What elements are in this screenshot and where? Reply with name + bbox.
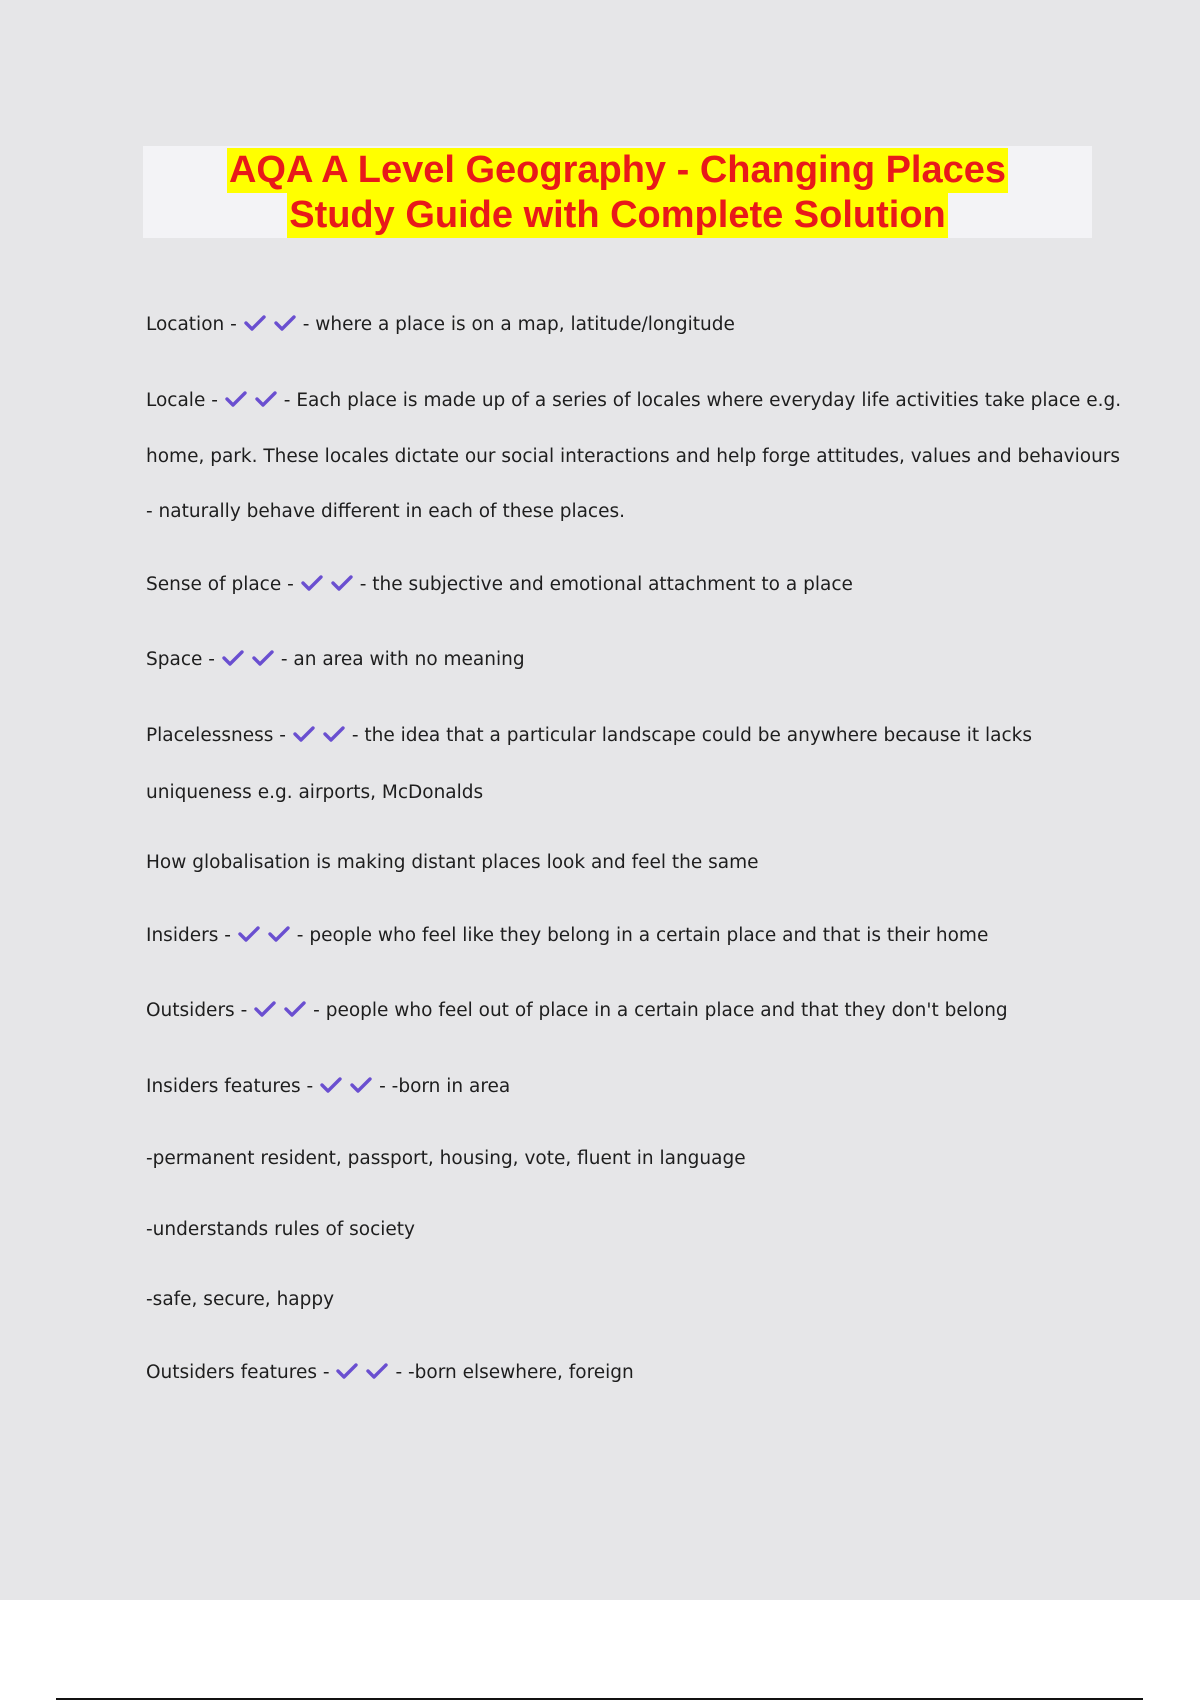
entry-sense-of-place: [146, 572, 853, 598]
check-icon: [365, 1361, 389, 1381]
check-icon: [237, 924, 261, 944]
check-icon: [292, 724, 316, 744]
check-icon: [224, 389, 248, 409]
check-icon: [254, 389, 278, 409]
check-icon: [349, 1075, 373, 1095]
entry-locale: [146, 388, 1121, 414]
entry-location: [146, 312, 735, 338]
entry-outsiders: [146, 998, 1008, 1024]
entry-continuation: -permanent resident, passport, housing, vote, fluent in language: [146, 1148, 746, 1169]
entry-insiders-features: [146, 1074, 510, 1100]
entry-term: Insiders features -: [146, 1076, 314, 1097]
title-banner: [143, 146, 1092, 238]
entry-term: Space -: [146, 649, 215, 670]
entry-term: Locale -: [146, 390, 218, 411]
check-icon: [319, 1075, 343, 1095]
check-icon: [243, 313, 267, 333]
entry-definition: - -born elsewhere, foreign: [395, 1362, 634, 1383]
entry-term: Placelessness -: [146, 725, 286, 746]
entry-definition: - the idea that a particular landscape could be anywhere because it lacks: [351, 725, 1033, 746]
entry-definition: - -born in area: [379, 1076, 511, 1097]
check-icon: [335, 1361, 359, 1381]
check-icon: [267, 924, 291, 944]
entry-definition: - people who feel like they belong in a certain place and that is their home: [296, 925, 989, 946]
entry-continuation: uniqueness e.g. airports, McDonalds: [146, 782, 484, 803]
entry-continuation: - naturally behave different in each of these places.: [146, 501, 626, 522]
entry-definition: - where a place is on a map, latitude/longitude: [302, 314, 735, 335]
entry-placelessness: [146, 723, 1032, 749]
entry-term: Sense of place -: [146, 574, 294, 595]
entry-insiders: [146, 923, 988, 949]
entry-term: Outsiders features -: [146, 1362, 330, 1383]
entry-term: Outsiders -: [146, 1000, 248, 1021]
check-icon: [253, 999, 277, 1019]
entry-term: Insiders -: [146, 925, 231, 946]
entry-note: How globalisation is making distant places look and feel the same: [146, 852, 759, 873]
check-icon: [330, 573, 354, 593]
entry-definition: - Each place is made up of a series of locales where everyday life activities take place e.g.: [283, 390, 1122, 411]
check-icon: [322, 724, 346, 744]
check-icon: [300, 573, 324, 593]
entry-definition: - people who feel out of place in a certain place and that they don't belong: [313, 1000, 1008, 1021]
check-icon: [283, 999, 307, 1019]
check-icon: [251, 648, 275, 668]
entry-continuation: -understands rules of society: [146, 1219, 416, 1240]
entry-space: [146, 647, 525, 673]
entry-continuation: home, park. These locales dictate our social interactions and help forge attitudes, values and behaviours: [146, 446, 1121, 467]
entry-term: Location -: [146, 314, 237, 335]
entry-definition: - an area with no meaning: [280, 649, 525, 670]
check-icon: [221, 648, 245, 668]
entry-continuation: -safe, secure, happy: [146, 1289, 335, 1310]
document-title-line-1: AQA A Level Geography - Changing Places: [228, 149, 1007, 191]
entry-definition: - the subjective and emotional attachment to a place: [359, 574, 853, 595]
entry-outsiders-features: [146, 1360, 634, 1386]
document-title-line-2: Study Guide with Complete Solution: [289, 194, 946, 236]
check-icon: [273, 313, 297, 333]
